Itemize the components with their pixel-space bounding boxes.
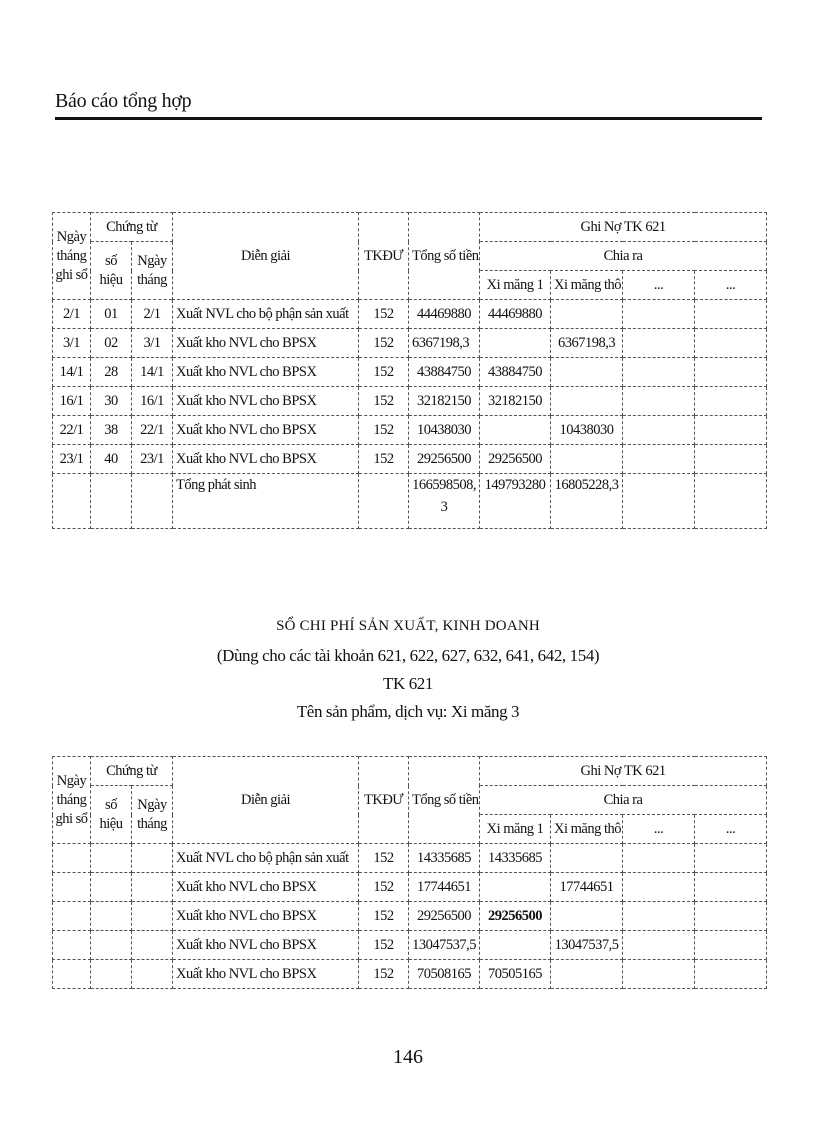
header-xi-mang-1: Xi măng 1 (480, 815, 551, 844)
header-xi-mang-tho: Xi măng thô (551, 815, 623, 844)
header-chia-ra: Chia ra (480, 786, 767, 815)
table-row: Xuất kho NVL cho BPSX 152 13047537,5 13047537,5 (53, 931, 767, 960)
production-cost-table (52, 756, 767, 989)
header-chia-ra: Chia ra (480, 242, 767, 271)
header-ghi-no: Ghi Nợ TK 621 (480, 213, 767, 242)
table-header-row (53, 213, 767, 242)
page-number: 146 (393, 1046, 423, 1068)
table-row: 3/1 02 3/1 Xuất kho NVL cho BPSX 152 6367198,3 6367198,3 (53, 329, 767, 358)
header-chung-tu: Chứng từ (91, 757, 173, 786)
ledger-subtitle: (Dùng cho các tài khoản 621, 622, 627, 632, 641, 642, 154) (216, 646, 600, 665)
material-issue-table (52, 212, 767, 529)
header-ghi-no: Ghi Nợ TK 621 (480, 757, 767, 786)
header-xi-mang-1: Xi măng 1 (480, 271, 551, 300)
header-ngay-thang-ghi-so: Ngày tháng ghi sổ (53, 213, 91, 300)
header-so-hieu: số hiệu (91, 786, 132, 844)
table-row: Xuất kho NVL cho BPSX 152 29256500 29256500 (53, 902, 767, 931)
header-dien-giai: Diễn giải (173, 757, 359, 844)
header-dien-giai: Diễn giải (173, 213, 359, 300)
table-row: Xuất kho NVL cho BPSX 152 70508165 70505165 (53, 960, 767, 989)
total-amount: 166598508, 3 (409, 474, 480, 529)
header-tong-so-tien: Tổng số tiền (409, 757, 480, 844)
header-tkdu: TKĐƯ (359, 757, 409, 844)
header-ngay-thang: Ngày tháng (132, 242, 173, 300)
table-row: Xuất NVL cho bộ phận sản xuất 152 14335685 14335685 (53, 844, 767, 873)
total-xi-mang-tho: 16805228,3 (551, 474, 623, 529)
total-xi-mang-1: 149793280 (480, 474, 551, 529)
header-tong-so-tien: Tổng số tiền (409, 213, 480, 300)
table-header-row (53, 757, 767, 786)
table-row: 23/1 40 23/1 Xuất kho NVL cho BPSX 152 29256500 29256500 (53, 445, 767, 474)
table-row: 16/1 30 16/1 Xuất kho NVL cho BPSX 152 32182150 32182150 (53, 387, 767, 416)
header-more: ... (695, 815, 767, 844)
header-tkdu: TKĐƯ (359, 213, 409, 300)
table-row: 22/1 38 22/1 Xuất kho NVL cho BPSX 152 10438030 10438030 (53, 416, 767, 445)
header-chung-tu: Chứng từ (91, 213, 173, 242)
header-ngay-thang: Ngày tháng (132, 786, 173, 844)
ledger-account: TK 621 (382, 674, 433, 693)
header-more: ... (623, 271, 695, 300)
table-row: 2/1 01 2/1 Xuất NVL cho bộ phận sản xuất 152 44469880 44469880 (53, 300, 767, 329)
table-row: 14/1 28 14/1 Xuất kho NVL cho BPSX 152 43884750 43884750 (53, 358, 767, 387)
ledger-product: Tên sản phẩm, dịch vụ: Xi măng 3 (296, 702, 520, 721)
ledger-title: SỔ CHI PHÍ SẢN XUẤT, KINH DOANH (276, 618, 540, 634)
header-ngay-thang-ghi-so: Ngày tháng ghi sổ (53, 757, 91, 844)
header-so-hieu: số hiệu (91, 242, 132, 300)
page-header (55, 90, 762, 120)
header-more: ... (695, 271, 767, 300)
total-row (53, 474, 767, 529)
total-label: Tổng phát sinh (173, 474, 359, 529)
table-row: Xuất kho NVL cho BPSX 152 17744651 17744651 (53, 873, 767, 902)
header-more: ... (623, 815, 695, 844)
report-title: Báo cáo tổng hợp (55, 90, 192, 112)
header-xi-mang-tho: Xi măng thô (551, 271, 623, 300)
